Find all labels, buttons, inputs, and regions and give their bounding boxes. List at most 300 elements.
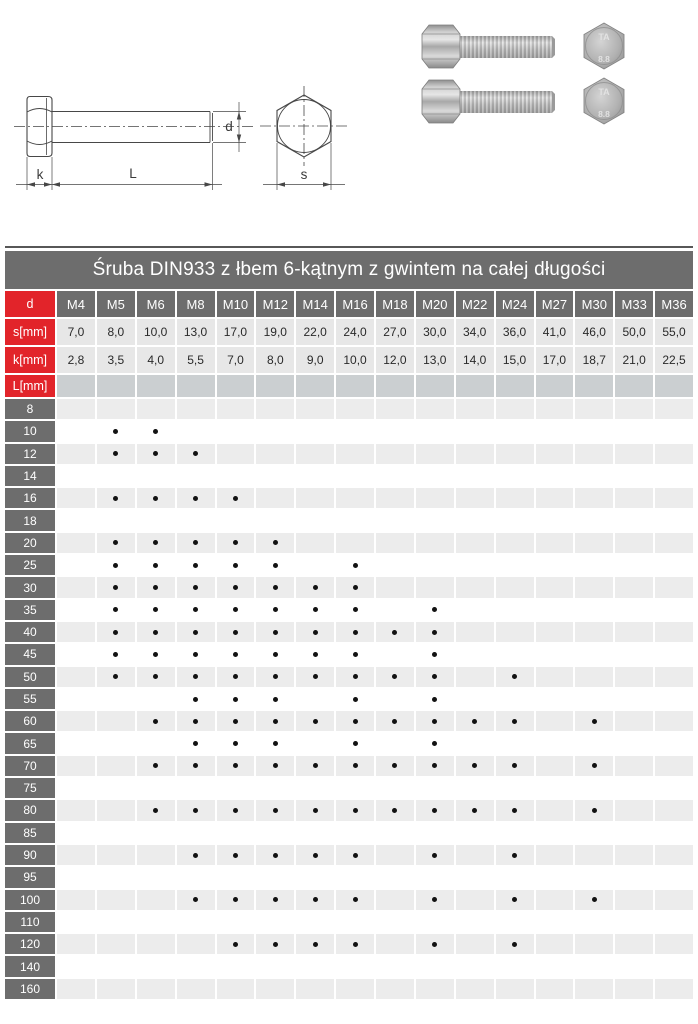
k-value-M6: 4,0: [137, 347, 175, 373]
availability-cell-55-M12: [256, 689, 294, 709]
availability-cell-140-M24: [496, 956, 534, 976]
availability-dot: [153, 585, 158, 590]
availability-cell-10-M5: [97, 421, 135, 441]
availability-cell-45-M5: [97, 644, 135, 664]
l-header-cell-M36: [655, 375, 693, 397]
availability-cell-60-M22: [456, 711, 494, 731]
availability-cell-95-M5: [97, 867, 135, 887]
availability-cell-110-M10: [217, 912, 255, 932]
availability-cell-80-M14: [296, 800, 334, 820]
availability-dot: [113, 630, 118, 635]
availability-cell-65-M6: [137, 733, 175, 753]
availability-cell-10-M6: [137, 421, 175, 441]
availability-cell-50-M16: [336, 667, 374, 687]
availability-cell-8-M36: [655, 399, 693, 419]
availability-cell-45-M12: [256, 644, 294, 664]
availability-cell-100-M36: [655, 890, 693, 910]
availability-cell-16-M22: [456, 488, 494, 508]
dimension-arrows: [27, 112, 331, 187]
availability-cell-95-M18: [376, 867, 414, 887]
availability-cell-12-M10: [217, 444, 255, 464]
availability-cell-25-M22: [456, 555, 494, 575]
availability-cell-55-M24: [496, 689, 534, 709]
availability-cell-140-M8: [177, 956, 215, 976]
availability-cell-65-M5: [97, 733, 135, 753]
availability-dot: [153, 763, 158, 768]
availability-dot: [193, 763, 198, 768]
availability-cell-95-M22: [456, 867, 494, 887]
availability-dot: [592, 897, 597, 902]
availability-dot: [153, 540, 158, 545]
availability-cell-80-M20: [416, 800, 454, 820]
availability-cell-110-M12: [256, 912, 294, 932]
availability-cell-65-M20: [416, 733, 454, 753]
availability-cell-10-M24: [496, 421, 534, 441]
availability-dot: [313, 585, 318, 590]
l-header-cell-M16: [336, 375, 374, 397]
availability-dot: [153, 719, 158, 724]
availability-dot: [113, 540, 118, 545]
availability-cell-120-M10: [217, 934, 255, 954]
availability-cell-14-M4: [57, 466, 95, 486]
availability-cell-40-M12: [256, 622, 294, 642]
availability-dot: [353, 652, 358, 657]
availability-cell-50-M5: [97, 667, 135, 687]
availability-cell-25-M24: [496, 555, 534, 575]
k-row-label: k[mm]: [5, 347, 55, 373]
availability-cell-120-M27: [536, 934, 574, 954]
availability-cell-75-M20: [416, 778, 454, 798]
availability-cell-160-M8: [177, 979, 215, 999]
availability-cell-160-M18: [376, 979, 414, 999]
availability-cell-110-M27: [536, 912, 574, 932]
availability-cell-120-M4: [57, 934, 95, 954]
availability-cell-50-M20: [416, 667, 454, 687]
availability-cell-40-M22: [456, 622, 494, 642]
availability-cell-140-M16: [336, 956, 374, 976]
availability-cell-40-M5: [97, 622, 135, 642]
availability-dot: [273, 674, 278, 679]
l-header-cell-M18: [376, 375, 414, 397]
col-header-M20: M20: [416, 291, 454, 317]
availability-cell-75-M14: [296, 778, 334, 798]
availability-cell-30-M24: [496, 577, 534, 597]
availability-cell-16-M24: [496, 488, 534, 508]
length-label-65: 65: [5, 733, 55, 753]
availability-cell-140-M27: [536, 956, 574, 976]
availability-cell-18-M18: [376, 510, 414, 530]
availability-cell-25-M8: [177, 555, 215, 575]
availability-cell-100-M22: [456, 890, 494, 910]
availability-cell-16-M14: [296, 488, 334, 508]
availability-cell-14-M14: [296, 466, 334, 486]
availability-cell-50-M24: [496, 667, 534, 687]
availability-cell-12-M22: [456, 444, 494, 464]
availability-dot: [153, 496, 158, 501]
availability-cell-10-M36: [655, 421, 693, 441]
k-value-M14: 9,0: [296, 347, 334, 373]
availability-cell-10-M18: [376, 421, 414, 441]
availability-cell-60-M12: [256, 711, 294, 731]
availability-dot: [233, 763, 238, 768]
availability-dot: [313, 808, 318, 813]
availability-cell-45-M30: [575, 644, 613, 664]
availability-cell-75-M12: [256, 778, 294, 798]
availability-cell-75-M24: [496, 778, 534, 798]
availability-dot: [592, 763, 597, 768]
availability-cell-30-M20: [416, 577, 454, 597]
availability-cell-40-M14: [296, 622, 334, 642]
availability-dot: [193, 496, 198, 501]
availability-dot: [353, 719, 358, 724]
length-label-60: 60: [5, 711, 55, 731]
availability-cell-140-M36: [655, 956, 693, 976]
availability-cell-55-M33: [615, 689, 653, 709]
availability-cell-35-M27: [536, 600, 574, 620]
availability-cell-100-M10: [217, 890, 255, 910]
availability-cell-45-M27: [536, 644, 574, 664]
dimension-table: [5, 291, 693, 999]
availability-cell-45-M24: [496, 644, 534, 664]
availability-cell-100-M6: [137, 890, 175, 910]
availability-cell-20-M16: [336, 533, 374, 553]
availability-cell-10-M27: [536, 421, 574, 441]
k-value-M10: 7,0: [217, 347, 255, 373]
availability-dot: [432, 942, 437, 947]
availability-cell-16-M10: [217, 488, 255, 508]
availability-cell-30-M8: [177, 577, 215, 597]
k-value-M27: 17,0: [536, 347, 574, 373]
s-value-M16: 24,0: [336, 319, 374, 345]
availability-dot: [113, 652, 118, 657]
availability-cell-60-M14: [296, 711, 334, 731]
availability-cell-14-M20: [416, 466, 454, 486]
availability-cell-30-M5: [97, 577, 135, 597]
availability-dot: [592, 808, 597, 813]
availability-cell-95-M4: [57, 867, 95, 887]
availability-cell-75-M30: [575, 778, 613, 798]
availability-dot: [313, 652, 318, 657]
l-header-cell-M24: [496, 375, 534, 397]
availability-cell-18-M12: [256, 510, 294, 530]
availability-cell-95-M20: [416, 867, 454, 887]
availability-cell-110-M33: [615, 912, 653, 932]
l-header-cell-M30: [575, 375, 613, 397]
availability-dot: [273, 563, 278, 568]
availability-dot: [273, 897, 278, 902]
availability-cell-18-M6: [137, 510, 175, 530]
length-label-25: 25: [5, 555, 55, 575]
availability-dot: [193, 585, 198, 590]
availability-dot: [472, 719, 477, 724]
availability-dot: [193, 451, 198, 456]
availability-dot: [313, 630, 318, 635]
l-header-cell-M8: [177, 375, 215, 397]
availability-cell-20-M5: [97, 533, 135, 553]
availability-cell-10-M10: [217, 421, 255, 441]
availability-dot: [113, 496, 118, 501]
bolt-technical-drawing: [0, 0, 360, 250]
availability-cell-25-M10: [217, 555, 255, 575]
availability-dot: [512, 763, 517, 768]
availability-cell-40-M6: [137, 622, 175, 642]
availability-cell-10-M4: [57, 421, 95, 441]
availability-cell-90-M27: [536, 845, 574, 865]
availability-dot: [193, 563, 198, 568]
availability-cell-30-M6: [137, 577, 175, 597]
availability-cell-60-M16: [336, 711, 374, 731]
s-value-M6: 10,0: [137, 319, 175, 345]
availability-cell-35-M36: [655, 600, 693, 620]
availability-dot: [233, 563, 238, 568]
availability-dot: [512, 897, 517, 902]
availability-cell-18-M36: [655, 510, 693, 530]
availability-cell-8-M33: [615, 399, 653, 419]
availability-cell-20-M33: [615, 533, 653, 553]
length-label-160: 160: [5, 979, 55, 999]
availability-dot: [353, 697, 358, 702]
availability-cell-50-M33: [615, 667, 653, 687]
availability-dot: [153, 563, 158, 568]
availability-cell-70-M22: [456, 756, 494, 776]
availability-cell-75-M33: [615, 778, 653, 798]
availability-dot: [472, 808, 477, 813]
availability-cell-120-M24: [496, 934, 534, 954]
availability-cell-20-M10: [217, 533, 255, 553]
availability-cell-65-M12: [256, 733, 294, 753]
availability-cell-16-M27: [536, 488, 574, 508]
availability-cell-45-M6: [137, 644, 175, 664]
availability-cell-160-M6: [137, 979, 175, 999]
availability-cell-35-M33: [615, 600, 653, 620]
availability-dot: [153, 674, 158, 679]
s-value-M30: 46,0: [575, 319, 613, 345]
length-label-100: 100: [5, 890, 55, 910]
availability-cell-120-M18: [376, 934, 414, 954]
availability-cell-75-M16: [336, 778, 374, 798]
availability-cell-95-M24: [496, 867, 534, 887]
availability-dot: [113, 585, 118, 590]
availability-cell-75-M36: [655, 778, 693, 798]
availability-cell-120-M20: [416, 934, 454, 954]
availability-cell-65-M14: [296, 733, 334, 753]
availability-cell-140-M6: [137, 956, 175, 976]
availability-cell-25-M18: [376, 555, 414, 575]
availability-dot: [193, 719, 198, 724]
availability-cell-20-M22: [456, 533, 494, 553]
availability-cell-30-M4: [57, 577, 95, 597]
availability-cell-100-M20: [416, 890, 454, 910]
availability-cell-30-M18: [376, 577, 414, 597]
availability-cell-140-M18: [376, 956, 414, 976]
availability-cell-65-M10: [217, 733, 255, 753]
availability-cell-95-M16: [336, 867, 374, 887]
l-header-cell-M12: [256, 375, 294, 397]
availability-cell-80-M5: [97, 800, 135, 820]
availability-cell-25-M30: [575, 555, 613, 575]
availability-cell-55-M20: [416, 689, 454, 709]
availability-cell-160-M20: [416, 979, 454, 999]
availability-cell-55-M4: [57, 689, 95, 709]
availability-dot: [432, 808, 437, 813]
availability-cell-120-M30: [575, 934, 613, 954]
availability-cell-18-M16: [336, 510, 374, 530]
availability-cell-160-M30: [575, 979, 613, 999]
availability-cell-45-M10: [217, 644, 255, 664]
availability-cell-160-M24: [496, 979, 534, 999]
availability-cell-20-M20: [416, 533, 454, 553]
availability-cell-50-M22: [456, 667, 494, 687]
availability-cell-60-M27: [536, 711, 574, 731]
availability-cell-80-M30: [575, 800, 613, 820]
availability-cell-120-M8: [177, 934, 215, 954]
availability-cell-40-M27: [536, 622, 574, 642]
availability-cell-65-M30: [575, 733, 613, 753]
availability-dot: [153, 630, 158, 635]
availability-cell-40-M30: [575, 622, 613, 642]
availability-cell-85-M27: [536, 823, 574, 843]
availability-cell-110-M4: [57, 912, 95, 932]
availability-cell-14-M36: [655, 466, 693, 486]
l-header-cell-M20: [416, 375, 454, 397]
col-header-M8: M8: [177, 291, 215, 317]
availability-dot: [392, 719, 397, 724]
availability-cell-85-M20: [416, 823, 454, 843]
s-value-M12: 19,0: [256, 319, 294, 345]
availability-cell-12-M16: [336, 444, 374, 464]
availability-cell-80-M33: [615, 800, 653, 820]
availability-cell-8-M6: [137, 399, 175, 419]
availability-dot: [512, 853, 517, 858]
availability-cell-35-M24: [496, 600, 534, 620]
availability-cell-55-M5: [97, 689, 135, 709]
availability-dot: [273, 942, 278, 947]
availability-dot: [233, 607, 238, 612]
availability-cell-120-M6: [137, 934, 175, 954]
availability-cell-110-M18: [376, 912, 414, 932]
col-header-M18: M18: [376, 291, 414, 317]
availability-cell-95-M10: [217, 867, 255, 887]
availability-cell-35-M14: [296, 600, 334, 620]
availability-cell-55-M16: [336, 689, 374, 709]
availability-dot: [233, 808, 238, 813]
k-value-M12: 8,0: [256, 347, 294, 373]
availability-cell-12-M27: [536, 444, 574, 464]
availability-cell-80-M8: [177, 800, 215, 820]
availability-dot: [353, 607, 358, 612]
availability-cell-50-M27: [536, 667, 574, 687]
col-header-M5: M5: [97, 291, 135, 317]
availability-cell-75-M10: [217, 778, 255, 798]
availability-cell-45-M16: [336, 644, 374, 664]
length-label-10: 10: [5, 421, 55, 441]
availability-cell-85-M8: [177, 823, 215, 843]
availability-dot: [233, 853, 238, 858]
availability-cell-25-M16: [336, 555, 374, 575]
availability-cell-85-M6: [137, 823, 175, 843]
availability-dot: [353, 808, 358, 813]
col-header-M14: M14: [296, 291, 334, 317]
availability-cell-55-M22: [456, 689, 494, 709]
availability-cell-85-M36: [655, 823, 693, 843]
length-label-80: 80: [5, 800, 55, 820]
availability-cell-35-M16: [336, 600, 374, 620]
availability-dot: [353, 585, 358, 590]
availability-dot: [233, 630, 238, 635]
s-value-M24: 36,0: [496, 319, 534, 345]
bolt-photo-side-1: [422, 25, 555, 68]
availability-cell-45-M18: [376, 644, 414, 664]
availability-dot: [193, 630, 198, 635]
availability-cell-65-M33: [615, 733, 653, 753]
availability-dot: [153, 808, 158, 813]
length-label-140: 140: [5, 956, 55, 976]
corner-label-d: d: [5, 291, 55, 317]
availability-dot: [233, 942, 238, 947]
availability-cell-25-M6: [137, 555, 175, 575]
availability-dot: [353, 563, 358, 568]
availability-cell-70-M33: [615, 756, 653, 776]
availability-cell-12-M18: [376, 444, 414, 464]
l-header-cell-M5: [97, 375, 135, 397]
s-row-label: s[mm]: [5, 319, 55, 345]
availability-dot: [512, 808, 517, 813]
availability-cell-160-M12: [256, 979, 294, 999]
availability-cell-110-M20: [416, 912, 454, 932]
availability-cell-55-M8: [177, 689, 215, 709]
availability-cell-10-M30: [575, 421, 613, 441]
availability-cell-140-M20: [416, 956, 454, 976]
availability-cell-120-M16: [336, 934, 374, 954]
availability-cell-85-M10: [217, 823, 255, 843]
availability-cell-20-M4: [57, 533, 95, 553]
availability-cell-110-M24: [496, 912, 534, 932]
availability-cell-16-M33: [615, 488, 653, 508]
availability-cell-90-M12: [256, 845, 294, 865]
availability-dot: [273, 719, 278, 724]
availability-cell-50-M14: [296, 667, 334, 687]
availability-cell-110-M16: [336, 912, 374, 932]
s-value-M36: 55,0: [655, 319, 693, 345]
availability-cell-10-M14: [296, 421, 334, 441]
availability-cell-80-M16: [336, 800, 374, 820]
availability-cell-12-M6: [137, 444, 175, 464]
availability-cell-70-M16: [336, 756, 374, 776]
availability-cell-70-M24: [496, 756, 534, 776]
availability-dot: [432, 630, 437, 635]
availability-dot: [353, 853, 358, 858]
length-label-45: 45: [5, 644, 55, 664]
availability-cell-8-M4: [57, 399, 95, 419]
availability-cell-85-M12: [256, 823, 294, 843]
col-header-M33: M33: [615, 291, 653, 317]
availability-cell-70-M10: [217, 756, 255, 776]
availability-cell-90-M4: [57, 845, 95, 865]
availability-cell-55-M27: [536, 689, 574, 709]
bolt-photo-side-2: [422, 80, 555, 123]
availability-cell-20-M12: [256, 533, 294, 553]
availability-cell-25-M12: [256, 555, 294, 575]
s-value-M14: 22,0: [296, 319, 334, 345]
col-header-M6: M6: [137, 291, 175, 317]
availability-cell-35-M30: [575, 600, 613, 620]
availability-dot: [193, 697, 198, 702]
k-value-M24: 15,0: [496, 347, 534, 373]
availability-cell-14-M6: [137, 466, 175, 486]
availability-cell-40-M8: [177, 622, 215, 642]
dim-label-L: L: [129, 166, 137, 181]
availability-cell-75-M5: [97, 778, 135, 798]
